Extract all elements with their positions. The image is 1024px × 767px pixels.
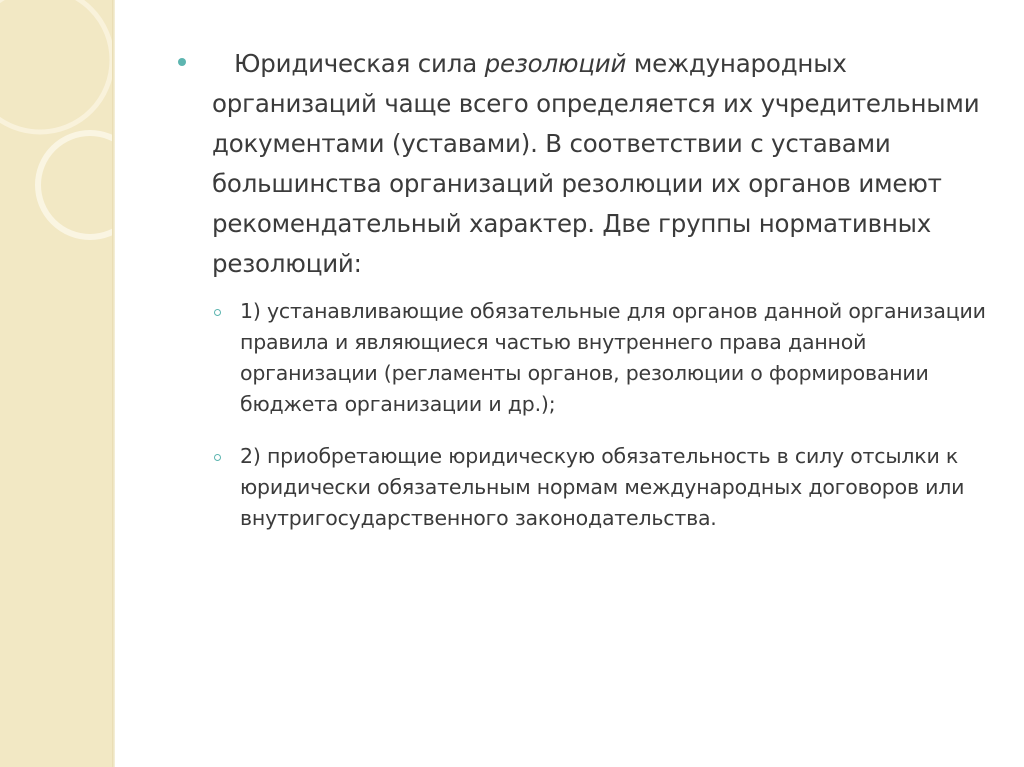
sub-point-2: 2) приобретающие юридическую обязательность в силу отсылки к юридически обязательным нормам международных договоров или внутригосударственного законодательства. <box>240 444 965 530</box>
main-bullet-icon <box>178 58 186 66</box>
main-point-part3: международных организаций чаще всего определяется их учредительными документами (уставами). В соответствии с уставами большинства организаций резолюции их органов имеют рекомендательный характер. Две группы нормативных резолюций: <box>212 49 980 278</box>
sub-point-1: 1) устанавливающие обязательные для органов данной организации правила и являющиеся частью внутреннего права данной организации (регламенты органов, резолюции о формировании бюджета организации и др.); <box>240 299 986 416</box>
main-point-text <box>212 44 1002 284</box>
main-point-part1: Юридическая сила <box>234 49 485 78</box>
sub-bullet-icon <box>214 454 221 461</box>
main-point-italic: резолюций <box>484 49 627 78</box>
sub-bullet-icon <box>214 309 221 316</box>
